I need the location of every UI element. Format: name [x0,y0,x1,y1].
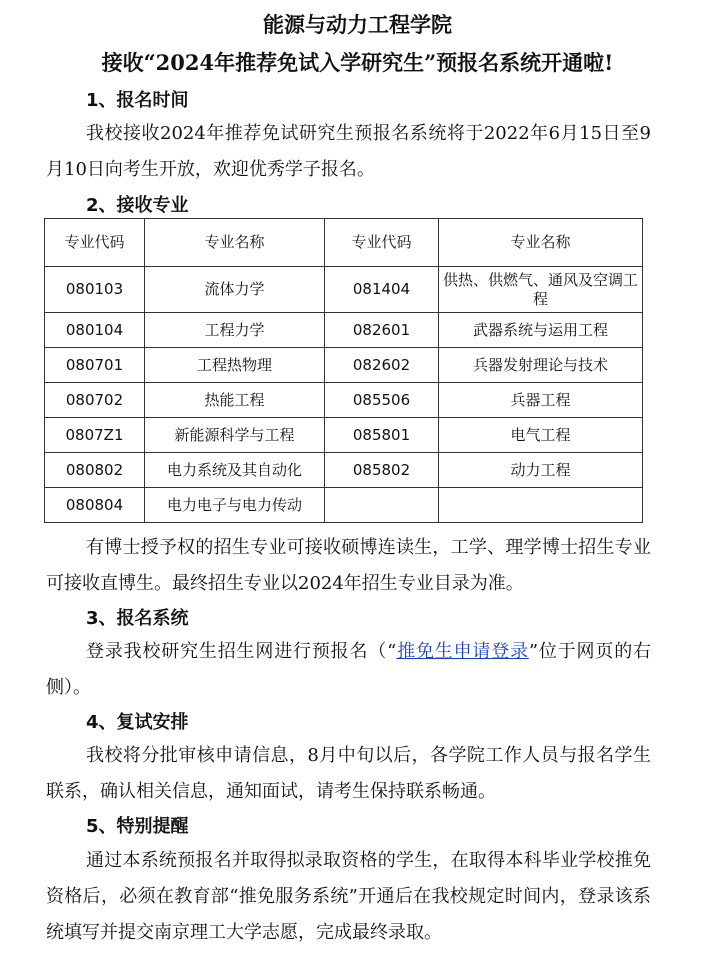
cell-name: 动力工程 [439,453,643,488]
majors-table [44,218,643,523]
header-major-name: 专业名称 [145,219,325,267]
header-major-name-2: 专业名称 [439,219,643,267]
cell-code: 081404 [325,267,439,313]
cell-name: 兵器发射理论与技术 [439,348,643,383]
cell-code: 085802 [325,453,439,488]
cell-name: 工程热物理 [145,348,325,383]
cell-name: 兵器工程 [439,383,643,418]
header-major-code-2: 专业代码 [325,219,439,267]
cell-code: 0807Z1 [45,418,145,453]
cell-name: 电力电子与电力传动 [145,488,325,523]
cell-code: 080701 [45,348,145,383]
section-heading-system: 3、报名系统 [86,608,189,629]
cell-name: 热能工程 [145,383,325,418]
table-row [45,348,643,383]
cell-code: 082601 [325,313,439,348]
interview-text: 我校将分批审核申请信息，8月中旬以后，各学院工作人员与报名学生联系，确认相关信息，通知面试，请考生保持联系畅通。 [46,745,651,802]
cell-code: 080104 [45,313,145,348]
page-subtitle: 接收“2024年推荐免试入学研究生”预报名系统开通啦! [101,50,614,75]
reminder-text: 通过本系统预报名并取得拟录取资格的学生，在取得本科毕业学校推免资格后，必须在教育部“推免服务系统”开通后在我校规定时间内，登录该系统填写并提交南京理工大学志愿，完成最终录取。 [46,850,651,943]
table-header-row [45,219,643,267]
section-heading-majors: 2、接收专业 [86,195,189,216]
cell-code [325,488,439,523]
table-row [45,453,643,488]
header-major-code: 专业代码 [45,219,145,267]
cell-code: 080802 [45,453,145,488]
cell-name: 电力系统及其自动化 [145,453,325,488]
cell-code: 085801 [325,418,439,453]
system-text-before: 登录我校研究生招生网进行预报名（“ [86,641,397,662]
registration-time-text: 我校接收2024年推荐免试研究生预报名系统将于2022年6月15日至9月10日向考生开放，欢迎优秀学子报名。 [46,123,651,180]
cell-code: 082602 [325,348,439,383]
cell-code: 080804 [45,488,145,523]
table-row [45,488,643,523]
cell-code: 080702 [45,383,145,418]
table-row [45,267,643,313]
table-row [45,418,643,453]
section-heading-registration-time: 1、报名时间 [86,90,189,111]
section-heading-interview: 4、复试安排 [86,712,189,733]
page-title: 能源与动力工程学院 [263,12,452,37]
cell-name: 工程力学 [145,313,325,348]
system-text-after: ”位于网页的右侧）。 [46,641,652,698]
system-text [46,634,651,706]
table-row [45,313,643,348]
cell-name: 武器系统与运用工程 [439,313,643,348]
cell-code: 085506 [325,383,439,418]
cell-name: 新能源科学与工程 [145,418,325,453]
majors-note-text: 有博士授予权的招生专业可接收硕博连读生，工学、理学博士招生专业可接收直博生。最终招生专业以2024年招生专业目录为准。 [46,537,651,594]
cell-name [439,488,643,523]
section-heading-reminder: 5、特别提醒 [86,816,189,837]
cell-name: 电气工程 [439,418,643,453]
apply-login-link[interactable]: 推免生申请登录 [396,641,529,662]
table-row [45,383,643,418]
cell-name: 供热、供燃气、通风及空调工程 [439,267,643,313]
cell-name: 流体力学 [145,267,325,313]
cell-code: 080103 [45,267,145,313]
